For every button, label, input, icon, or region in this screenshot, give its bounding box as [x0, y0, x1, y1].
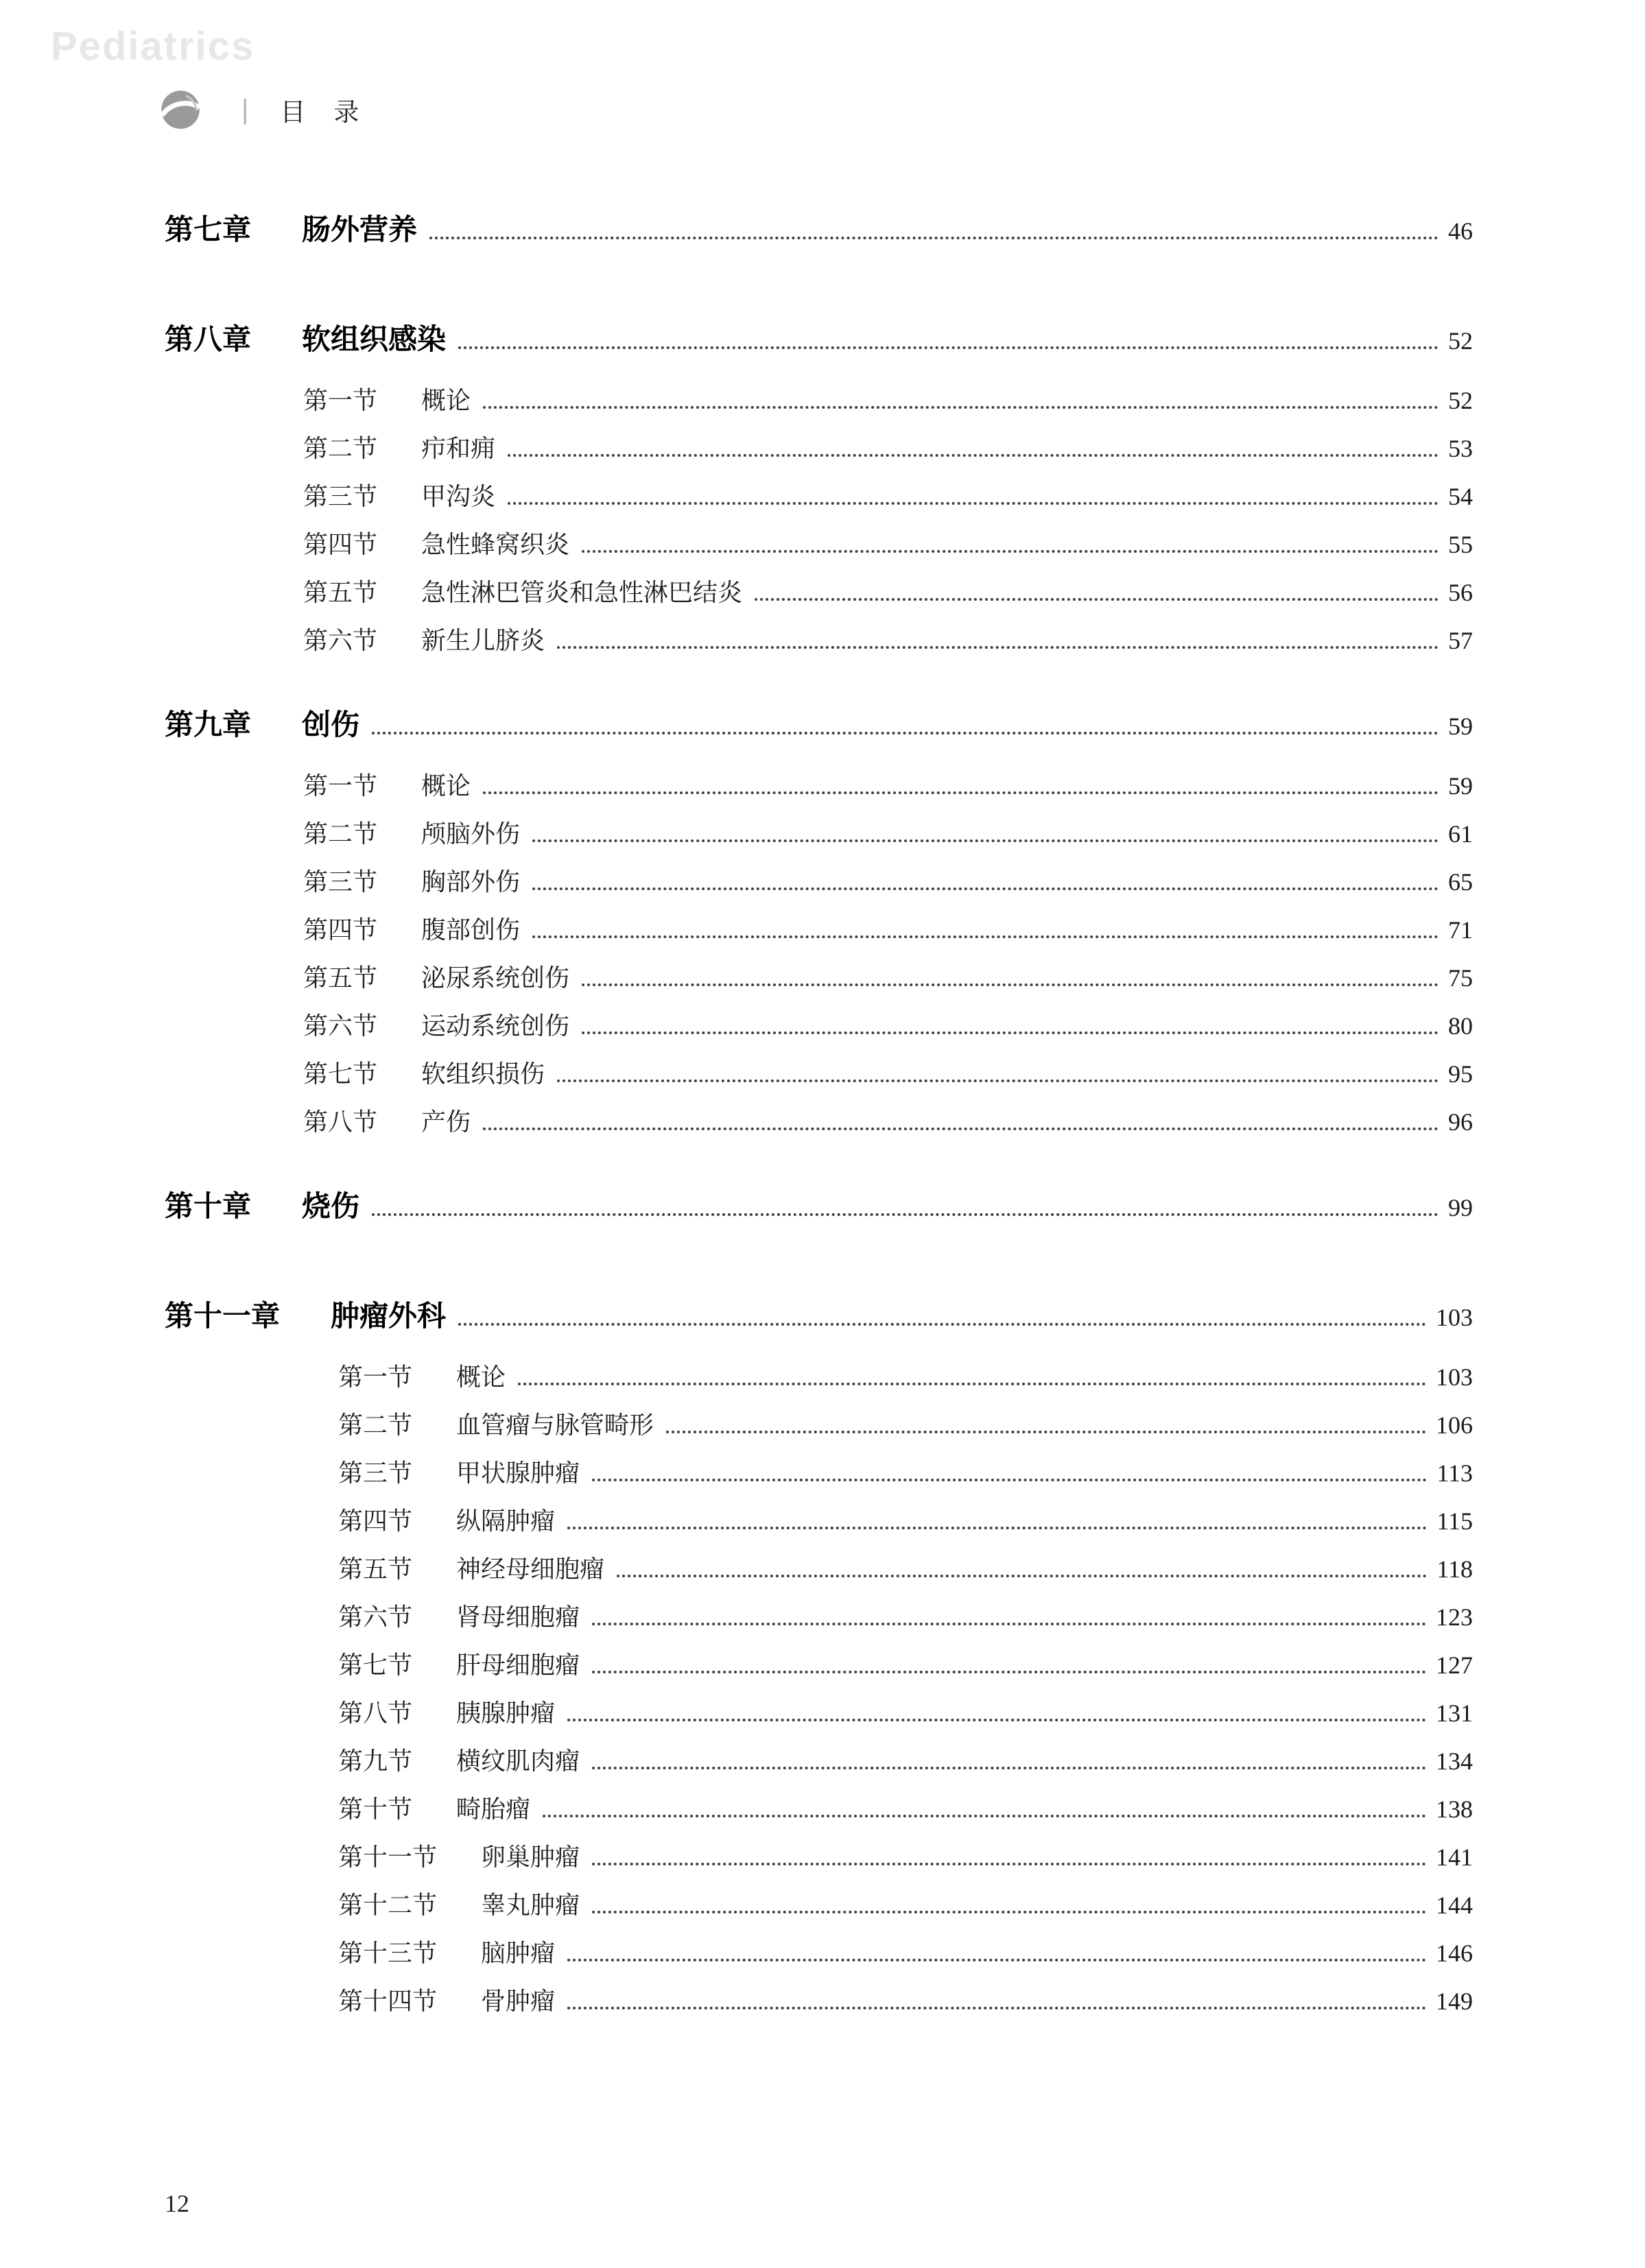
toc-entry-page: 53: [1448, 435, 1473, 462]
toc-entry-page: 131: [1436, 1699, 1473, 1727]
toc-entry-label: 第二节: [303, 435, 378, 462]
toc-entry: [165, 1977, 1473, 2025]
toc-entry-page: 75: [1448, 964, 1473, 992]
leader-dots: [567, 1527, 1427, 1529]
toc-entry: [165, 1785, 1473, 1833]
leader-dots: [592, 1623, 1426, 1625]
toc-entry-page: 106: [1436, 1411, 1473, 1439]
toc-entry: [165, 1449, 1473, 1497]
leader-dots: [557, 1079, 1439, 1082]
toc-entry: [165, 521, 1473, 569]
toc-entry-label: 第四节: [303, 916, 378, 944]
toc-entry-title: 急性蜂窝织炎: [421, 531, 570, 558]
toc-entry: [165, 701, 1473, 749]
toc-entry-page: 115: [1436, 1507, 1473, 1535]
toc-list: [165, 206, 1473, 2025]
toc-entry: [165, 1497, 1473, 1545]
toc-entry: [165, 315, 1473, 363]
toc-entry-page: 99: [1448, 1194, 1473, 1221]
toc-entry-label: 第四节: [303, 531, 378, 558]
toc-entry: [165, 762, 1473, 810]
leader-dots: [582, 983, 1439, 986]
toc-entry-page: 103: [1436, 1363, 1473, 1391]
toc-entry-label: 第三节: [303, 483, 378, 510]
toc-entry-page: 134: [1436, 1747, 1473, 1775]
toc-entry: [165, 1737, 1473, 1785]
toc-entry-page: 123: [1436, 1603, 1473, 1631]
toc-entry-title: 颅脑外伤: [421, 820, 521, 848]
toc-entry: [165, 617, 1473, 665]
leader-dots: [483, 1127, 1439, 1130]
toc-entry: [165, 206, 1473, 254]
toc-entry-title: 畸胎瘤: [456, 1795, 531, 1823]
toc-entry: [165, 569, 1473, 617]
toc-entry-label: 第一节: [303, 772, 378, 800]
toc-entry-label: 第十三节: [338, 1939, 438, 1967]
toc-entry-label: 第七章: [165, 213, 252, 246]
leader-dots: [592, 1911, 1426, 1913]
toc-entry-page: 65: [1448, 868, 1473, 896]
leader-dots: [592, 1671, 1426, 1673]
leader-dots: [557, 646, 1439, 649]
toc-entry-label: 第八节: [303, 1108, 378, 1136]
toc-entry-title: 急性淋巴管炎和急性淋巴结炎: [421, 579, 743, 606]
toc-entry-title: 横纹肌肉瘤: [456, 1747, 580, 1775]
toc-entry: [165, 377, 1473, 425]
toc-entry-title: 脑肿瘤: [481, 1939, 556, 1967]
publisher-logo-icon: [158, 87, 203, 132]
toc-entry-label: 第三节: [303, 868, 378, 896]
toc-entry-title: 睾丸肿瘤: [481, 1891, 580, 1919]
leader-dots: [372, 732, 1439, 735]
toc-entry: [165, 1929, 1473, 1977]
toc-entry-title: 肿瘤外科: [331, 1300, 447, 1332]
leader-dots: [532, 839, 1439, 842]
toc-entry-page: 141: [1436, 1843, 1473, 1871]
toc-entry-label: 第三节: [338, 1459, 413, 1487]
toc-entry-page: 56: [1448, 579, 1473, 606]
leader-dots: [518, 1383, 1426, 1385]
leader-dots: [483, 791, 1439, 794]
toc-entry: [165, 1353, 1473, 1401]
toc-entry: [165, 810, 1473, 858]
toc-entry-title: 胰腺肿瘤: [456, 1699, 556, 1727]
watermark-text: Pediatrics: [51, 24, 255, 69]
leader-dots: [592, 1479, 1427, 1481]
page-header: [158, 86, 360, 133]
leader-dots: [458, 1323, 1426, 1326]
leader-dots: [372, 1213, 1439, 1216]
leader-dots: [483, 406, 1439, 409]
leader-dots: [582, 550, 1439, 553]
toc-entry-label: 第六节: [303, 627, 378, 654]
toc-entry-label: 第二节: [303, 820, 378, 848]
toc-entry: [165, 1641, 1473, 1689]
toc-entry-label: 第十一节: [338, 1843, 438, 1871]
toc-entry: [165, 906, 1473, 954]
toc-entry: [165, 1881, 1473, 1929]
toc-entry: [165, 425, 1473, 473]
toc-entry-label: 第一节: [338, 1363, 413, 1391]
leader-dots: [567, 1959, 1426, 1961]
leader-dots: [592, 1863, 1426, 1865]
toc-entry-title: 泌尿系统创伤: [421, 964, 570, 992]
toc-entry-title: 肾母细胞瘤: [456, 1603, 580, 1631]
page-number: 12: [165, 2190, 189, 2217]
toc-entry-label: 第六节: [338, 1603, 413, 1631]
toc-entry-label: 第九章: [165, 708, 252, 741]
leader-dots: [458, 346, 1439, 349]
toc-entry-title: 概论: [456, 1363, 506, 1391]
toc-entry-page: 80: [1448, 1012, 1473, 1040]
toc-entry: [165, 1050, 1473, 1098]
toc-entry-title: 肠外营养: [302, 213, 418, 246]
leader-dots: [617, 1575, 1427, 1577]
header-separator: |: [241, 95, 249, 125]
toc-entry-page: 54: [1448, 483, 1473, 510]
toc-entry-title: 甲沟炎: [421, 483, 496, 510]
toc-entry-label: 第七节: [338, 1651, 413, 1679]
toc-entry-page: 55: [1448, 531, 1473, 558]
toc-entry-label: 第十一章: [165, 1300, 281, 1332]
toc-entry-page: 118: [1436, 1555, 1473, 1583]
toc-entry-label: 第二节: [338, 1411, 413, 1439]
toc-entry-page: 96: [1448, 1108, 1473, 1136]
toc-entry-page: 46: [1448, 217, 1473, 245]
toc-entry: [165, 473, 1473, 521]
toc-entry-page: 59: [1448, 713, 1473, 740]
toc-entry-page: 146: [1436, 1939, 1473, 1967]
toc-entry-label: 第十章: [165, 1190, 252, 1222]
leader-dots: [567, 1719, 1426, 1721]
toc-entry-label: 第八章: [165, 323, 252, 355]
toc-entry: [165, 858, 1473, 906]
leader-dots: [592, 1767, 1426, 1769]
toc-entry-page: 127: [1436, 1651, 1473, 1679]
leader-dots: [543, 1815, 1426, 1817]
toc-entry-label: 第六节: [303, 1012, 378, 1040]
toc-entry-page: 138: [1436, 1795, 1473, 1823]
leader-dots: [508, 454, 1439, 457]
toc-entry-title: 概论: [421, 387, 471, 414]
leader-dots: [567, 2007, 1426, 2009]
toc-entry-page: 95: [1448, 1060, 1473, 1088]
toc-entry-title: 甲状腺肿瘤: [456, 1459, 580, 1487]
toc-entry-label: 第一节: [303, 387, 378, 414]
leader-dots: [582, 1031, 1439, 1034]
toc-entry: [165, 1689, 1473, 1737]
toc-entry-label: 第九节: [338, 1747, 413, 1775]
toc-entry-page: 59: [1448, 772, 1473, 800]
toc-entry-title: 疖和痈: [421, 435, 496, 462]
toc-entry-page: 71: [1448, 916, 1473, 944]
toc-entry-label: 第十四节: [338, 1988, 438, 2015]
leader-dots: [666, 1431, 1426, 1433]
toc-entry-page: 144: [1436, 1891, 1473, 1919]
toc-entry-label: 第七节: [303, 1060, 378, 1088]
toc-entry: [165, 954, 1473, 1002]
leader-dots: [532, 935, 1439, 938]
toc-entry: [165, 1593, 1473, 1641]
toc-entry-title: 产伤: [421, 1108, 471, 1136]
toc-entry-page: 113: [1436, 1459, 1473, 1487]
toc-entry-page: 61: [1448, 820, 1473, 848]
toc-entry: [165, 1545, 1473, 1593]
toc-entry-label: 第十二节: [338, 1891, 438, 1919]
toc-entry-label: 第十节: [338, 1795, 413, 1823]
toc-entry-title: 卵巢肿瘤: [481, 1843, 580, 1871]
toc-entry-title: 血管瘤与脉管畸形: [456, 1411, 654, 1439]
toc-entry-title: 肝母细胞瘤: [456, 1651, 580, 1679]
toc-entry-title: 神经母细胞瘤: [456, 1555, 605, 1583]
toc-entry: [165, 1401, 1473, 1449]
toc-entry-title: 概论: [421, 772, 471, 800]
toc-entry-title: 腹部创伤: [421, 916, 521, 944]
toc-entry: [165, 1002, 1473, 1050]
toc-entry: [165, 1182, 1473, 1230]
page-footer: [165, 2189, 189, 2218]
toc-entry-title: 骨肿瘤: [481, 1988, 556, 2015]
header-title: 目 录: [280, 98, 361, 126]
toc-entry-title: 软组织感染: [302, 323, 447, 355]
leader-dots: [755, 598, 1439, 601]
toc-entry: [165, 1292, 1473, 1340]
toc-entry-label: 第五节: [303, 579, 378, 606]
toc-entry-page: 52: [1448, 387, 1473, 414]
toc-entry-title: 创伤: [302, 708, 360, 741]
toc-entry-title: 运动系统创伤: [421, 1012, 570, 1040]
toc-entry-label: 第五节: [303, 964, 378, 992]
toc-entry-label: 第四节: [338, 1507, 413, 1535]
toc-entry: [165, 1833, 1473, 1881]
toc-entry-page: 149: [1436, 1988, 1473, 2015]
toc-entry-title: 胸部外伤: [421, 868, 521, 896]
toc-entry-page: 52: [1448, 327, 1473, 355]
toc-entry-page: 57: [1448, 627, 1473, 654]
toc-entry-label: 第五节: [338, 1555, 413, 1583]
toc-entry-page: 103: [1436, 1304, 1473, 1331]
toc-entry: [165, 1098, 1473, 1146]
toc-entry-title: 新生儿脐炎: [421, 627, 545, 654]
leader-dots: [429, 237, 1439, 239]
toc-entry-title: 纵隔肿瘤: [456, 1507, 556, 1535]
toc-entry-title: 软组织损伤: [421, 1060, 545, 1088]
leader-dots: [532, 887, 1439, 890]
leader-dots: [508, 502, 1439, 505]
toc-entry-title: 烧伤: [302, 1190, 360, 1222]
toc-entry-label: 第八节: [338, 1699, 413, 1727]
